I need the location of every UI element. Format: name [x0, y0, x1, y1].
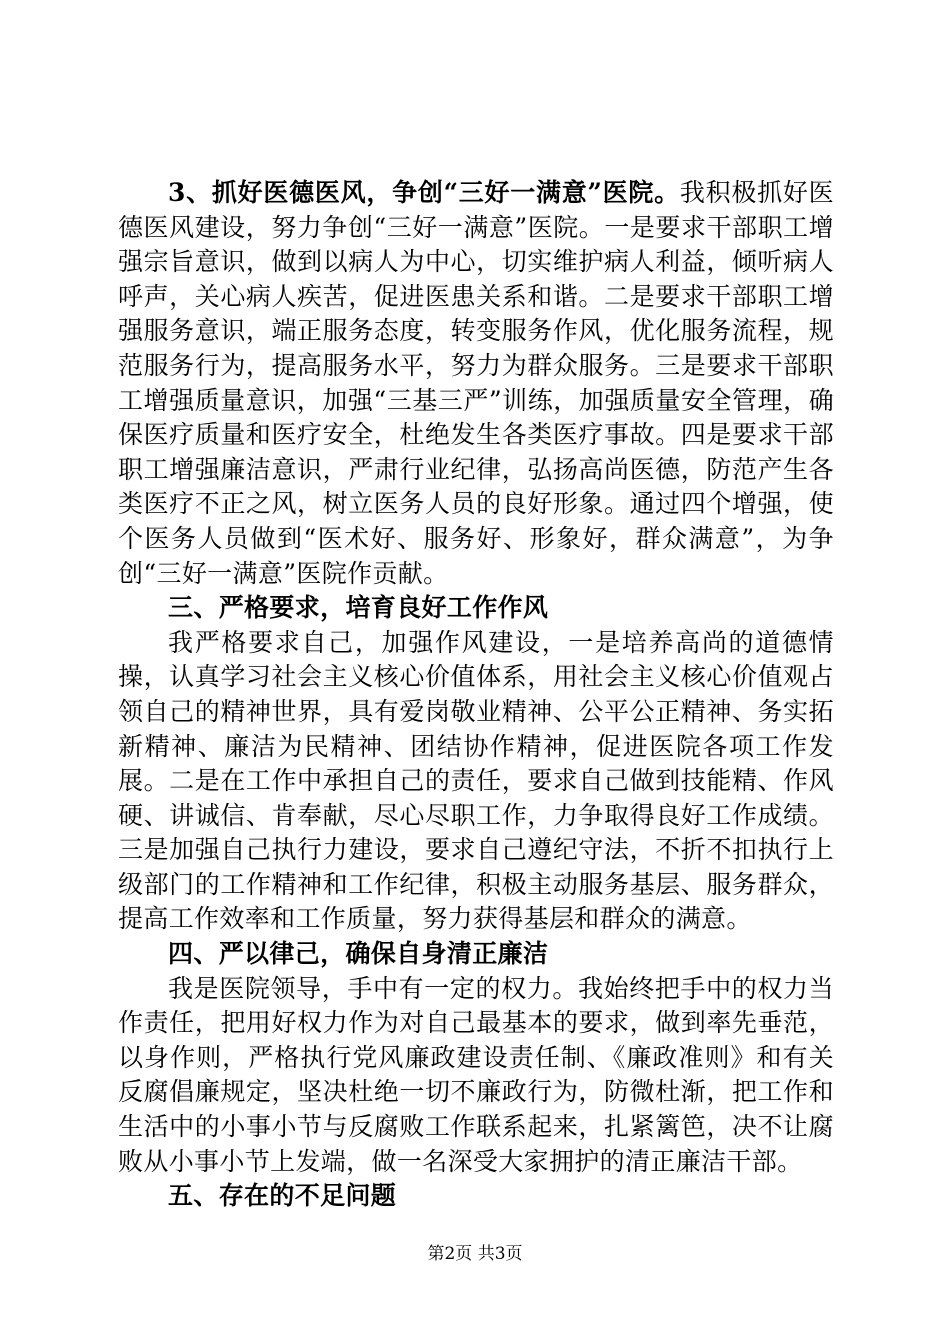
document-body — [118, 176, 834, 1214]
paragraph-integrity: 我是医院领导，手中有一定的权力。我始终把手中的权力当作责任，把用好权力作为对自己最基本的要求，做到率先垂范，以身作则，严格执行党风廉政建设责任制、《廉政准则》和有关反腐倡廉规定，坚决杜绝一切不廉政行为，防微杜渐，把工作和生活中的小事小节与反腐败工作联系起来，扎紧篱笆，决不让腐败从小事小节上发端，做一名深受大家拥护的清正廉洁干部。 — [118, 973, 834, 1176]
paragraph-work-style: 我严格要求自己，加强作风建设，一是培养高尚的道德情操，认真学习社会主义核心价值体系，用社会主义核心价值观占领自己的精神世界，具有爱岗敬业精神、公平公正精神、务实拓新精神、廉洁为民精神、团结协作精神，促进医院各项工作发展。二是在工作中承担自己的责任，要求自己做到技能精、作风硬、讲诚信、肯奉献，尽心尽职工作，力争取得良好工作成绩。三是加强自己执行力建设，要求自己遵纪守法，不折不扣执行上级部门的工作精神和工作纪律，积极主动服务基层、服务群众，提高工作效率和工作质量，努力获得基层和群众的满意。 — [118, 627, 834, 934]
section-heading-5: 五、存在的不足问题 — [168, 1181, 397, 1211]
paragraph-medical-ethics — [118, 176, 834, 591]
paragraph-lead: 3、抓好医德医风，争创“三好一满意”医院。 — [168, 178, 680, 207]
section-heading-3: 三、严格要求，培育良好工作作风 — [168, 593, 549, 623]
section-heading-4: 四、严以律己，确保自身清正廉洁 — [168, 939, 549, 969]
page-footer: 第2页 共3页 — [427, 1244, 523, 1264]
paragraph-text: 我积极抓好医德医风建设，努力争创“三好一满意”医院。一是要求干部职工增强宗旨意识，做到以病人为中心，切实维护病人利益，倾听病人呼声，关心病人疾苦，促进医患关系和谐。二是要求干部职工增强服务意识，端正服务态度，转变服务作风，优化服务流程，规范服务行为，提高服务水平，努力为群众服务。三是要求干部职工增强质量意识，加强“三基三严”训练，加强质量安全管理，确保医疗质量和医疗安全，杜绝发生各类医疗事故。四是要求干部职工增强廉洁意识，严肃行业纪律，弘扬高尚医德，防范产生各类医疗不正之风，树立医务人员的良好形象。通过四个增强，使个医务人员做到“医术好、服务好、形象好，群众满意”，为争创“三好一满意”医院作贡献。 — [118, 178, 834, 588]
